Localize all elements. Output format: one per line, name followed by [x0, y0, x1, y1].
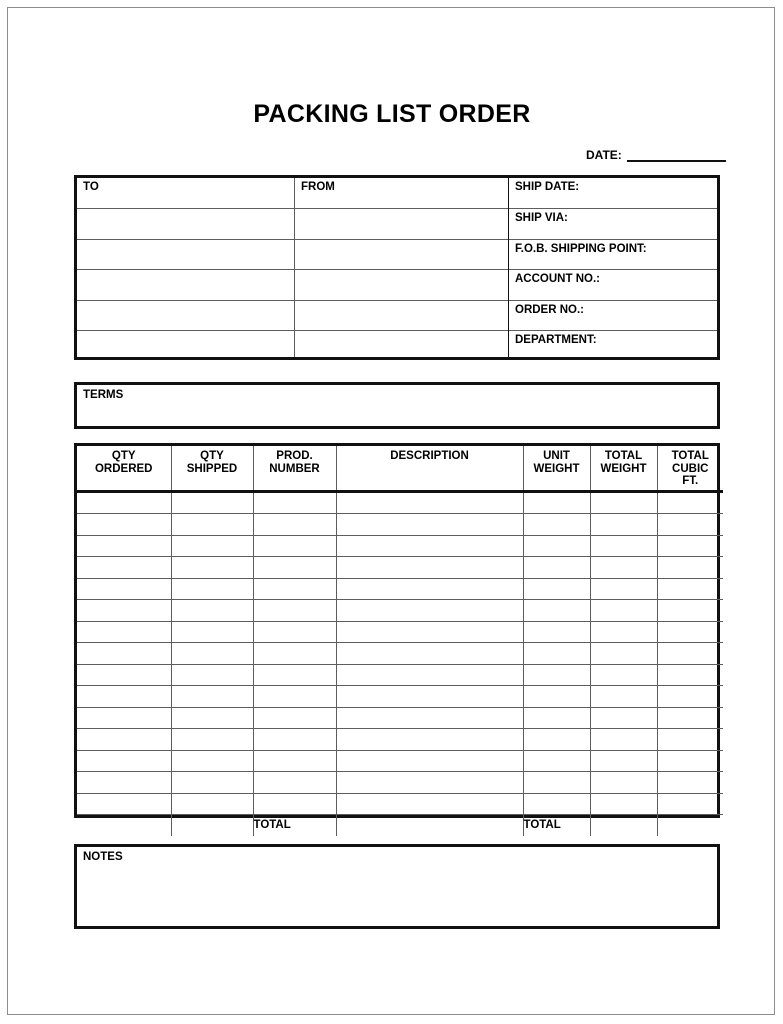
items-cell[interactable] — [523, 600, 590, 622]
items-cell[interactable] — [77, 643, 171, 665]
items-cell[interactable] — [657, 643, 723, 665]
notes-label: NOTES — [83, 851, 123, 863]
items-cell[interactable] — [336, 750, 523, 772]
items-cell[interactable] — [590, 491, 657, 514]
items-cell[interactable] — [590, 686, 657, 708]
notes-box[interactable] — [74, 844, 720, 929]
items-cell[interactable] — [171, 491, 253, 514]
items-cell[interactable] — [253, 729, 336, 751]
items-cell[interactable] — [590, 643, 657, 665]
items-cell[interactable] — [171, 578, 253, 600]
items-cell[interactable] — [77, 750, 171, 772]
items-cell[interactable] — [336, 557, 523, 579]
items-cell[interactable] — [253, 621, 336, 643]
items-cell[interactable] — [171, 750, 253, 772]
items-cell[interactable] — [171, 686, 253, 708]
form-body — [8, 8, 776, 1016]
items-cell[interactable] — [336, 729, 523, 751]
items-cell[interactable] — [523, 514, 590, 536]
items-cell[interactable] — [336, 772, 523, 794]
items-cell[interactable] — [171, 535, 253, 557]
items-cell[interactable] — [77, 793, 171, 815]
items-cell[interactable] — [657, 578, 723, 600]
shipping-info-label-1[interactable]: SHIP VIA: — [509, 208, 717, 238]
items-cell[interactable] — [77, 557, 171, 579]
items-cell[interactable] — [657, 686, 723, 708]
items-cell[interactable] — [523, 535, 590, 557]
from-input-cell[interactable] — [295, 239, 508, 269]
items-cell[interactable] — [523, 491, 590, 514]
table-row — [77, 729, 723, 751]
items-cell[interactable] — [657, 600, 723, 622]
items-cell[interactable] — [77, 491, 171, 514]
items-cell[interactable] — [657, 491, 723, 514]
items-cell[interactable] — [336, 600, 523, 622]
items-cell[interactable] — [171, 557, 253, 579]
items-cell[interactable] — [590, 750, 657, 772]
items-cell[interactable] — [523, 621, 590, 643]
page-title: PACKING LIST ORDER — [253, 100, 531, 128]
items-cell[interactable] — [336, 514, 523, 536]
table-row — [77, 643, 723, 665]
items-total-cell[interactable] — [77, 815, 171, 836]
table-row — [77, 535, 723, 557]
items-cell[interactable] — [657, 664, 723, 686]
items-cell[interactable] — [590, 514, 657, 536]
items-cell[interactable] — [77, 535, 171, 557]
items-cell[interactable] — [171, 600, 253, 622]
from-input-cell[interactable] — [295, 208, 508, 238]
items-cell[interactable] — [336, 491, 523, 514]
items-cell[interactable] — [590, 557, 657, 579]
items-cell[interactable] — [523, 643, 590, 665]
items-cell[interactable] — [590, 535, 657, 557]
items-cell[interactable] — [336, 643, 523, 665]
items-cell[interactable] — [590, 578, 657, 600]
table-row — [77, 578, 723, 600]
items-cell[interactable] — [523, 578, 590, 600]
items-header-row — [77, 446, 723, 491]
items-cell[interactable] — [77, 707, 171, 729]
header-grid — [77, 178, 717, 357]
from-input-cell[interactable] — [295, 269, 508, 299]
from-label: FROM — [301, 181, 335, 193]
table-row — [77, 686, 723, 708]
items-column-header-5: TOTAL WEIGHT — [590, 446, 657, 491]
items-cell[interactable] — [336, 707, 523, 729]
shipping-info-column — [508, 178, 717, 357]
items-cell[interactable] — [523, 686, 590, 708]
items-cell[interactable] — [590, 664, 657, 686]
to-input-cell[interactable] — [77, 330, 294, 360]
items-cell[interactable] — [171, 707, 253, 729]
items-cell[interactable] — [171, 729, 253, 751]
items-cell[interactable] — [77, 772, 171, 794]
shipping-info-label-2[interactable]: F.O.B. SHIPPING POINT: — [509, 239, 717, 269]
items-cell[interactable] — [253, 686, 336, 708]
items-cell[interactable] — [77, 621, 171, 643]
from-input-cell[interactable] — [295, 330, 508, 360]
items-cell[interactable] — [77, 686, 171, 708]
items-cell[interactable] — [253, 491, 336, 514]
items-cell[interactable] — [253, 664, 336, 686]
items-cell[interactable] — [336, 686, 523, 708]
items-cell[interactable] — [657, 707, 723, 729]
table-row — [77, 772, 723, 794]
date-label: DATE: — [586, 148, 622, 162]
items-column-header-1: QTY SHIPPED — [171, 446, 253, 491]
shipping-info-label-0[interactable]: SHIP DATE: — [515, 181, 580, 193]
table-row — [77, 750, 723, 772]
table-row — [77, 621, 723, 643]
items-cell[interactable] — [253, 707, 336, 729]
items-cell[interactable] — [590, 621, 657, 643]
to-input-cell[interactable] — [77, 208, 294, 238]
items-cell[interactable] — [253, 578, 336, 600]
items-cell[interactable] — [253, 643, 336, 665]
date-input-line[interactable] — [627, 149, 726, 162]
items-cell[interactable] — [657, 535, 723, 557]
items-cell[interactable] — [253, 793, 336, 815]
date-field-group — [586, 148, 726, 162]
table-row — [77, 491, 723, 514]
items-cell[interactable] — [657, 750, 723, 772]
items-cell[interactable] — [336, 535, 523, 557]
items-column-header-0: QTY ORDERED — [77, 446, 171, 491]
items-cell[interactable] — [590, 729, 657, 751]
items-cell[interactable] — [523, 664, 590, 686]
items-cell[interactable] — [253, 514, 336, 536]
items-cell[interactable] — [657, 793, 723, 815]
table-row — [77, 557, 723, 579]
items-cell[interactable] — [171, 514, 253, 536]
items-total-cell[interactable] — [171, 815, 253, 836]
items-total-cell[interactable] — [336, 815, 523, 836]
page-sheet — [7, 7, 775, 1015]
to-input-cell[interactable] — [77, 300, 294, 330]
table-row — [77, 793, 723, 815]
items-cell[interactable] — [171, 621, 253, 643]
items-cell[interactable] — [171, 772, 253, 794]
items-cell[interactable] — [657, 772, 723, 794]
items-cell[interactable] — [590, 600, 657, 622]
from-column — [294, 178, 508, 357]
items-cell[interactable] — [657, 514, 723, 536]
items-cell[interactable] — [171, 793, 253, 815]
items-column-header-6: TOTAL CUBIC FT. — [657, 446, 723, 491]
table-row — [77, 664, 723, 686]
to-input-cell[interactable] — [77, 239, 294, 269]
items-total-cell[interactable] — [657, 815, 723, 836]
items-cell[interactable] — [336, 664, 523, 686]
total-label-prod_number: TOTAL — [253, 815, 336, 836]
items-table-inner — [77, 446, 717, 832]
shipping-info-label-5[interactable]: DEPARTMENT: — [509, 330, 717, 360]
items-cell[interactable] — [523, 793, 590, 815]
terms-label: TERMS — [83, 389, 124, 401]
items-cell[interactable] — [523, 750, 590, 772]
table-row — [77, 600, 723, 622]
items-column-header-4: UNIT WEIGHT — [523, 446, 590, 491]
items-cell[interactable] — [171, 664, 253, 686]
items-cell[interactable] — [657, 729, 723, 751]
items-cell[interactable] — [77, 514, 171, 536]
shipping-info-label-4[interactable]: ORDER NO.: — [509, 300, 717, 330]
items-cell[interactable] — [253, 535, 336, 557]
items-table — [74, 443, 720, 832]
items-cell[interactable] — [253, 750, 336, 772]
table-row — [77, 514, 723, 536]
items-cell[interactable] — [523, 707, 590, 729]
table-row — [77, 707, 723, 729]
total-label-unit_weight: TOTAL — [523, 815, 590, 836]
items-column-header-3: DESCRIPTION — [336, 446, 523, 491]
items-cell[interactable] — [253, 772, 336, 794]
items-column-header-2: PROD. NUMBER — [253, 446, 336, 491]
items-total-cell[interactable] — [590, 815, 657, 836]
items-cell[interactable] — [336, 621, 523, 643]
items-cell[interactable] — [590, 707, 657, 729]
items-table-body — [77, 491, 723, 836]
items-cell[interactable] — [523, 772, 590, 794]
items-cell[interactable] — [590, 772, 657, 794]
shipping-info-label-3[interactable]: ACCOUNT NO.: — [509, 269, 717, 299]
items-cell[interactable] — [77, 600, 171, 622]
terms-box[interactable] — [74, 382, 720, 429]
items-cell[interactable] — [253, 557, 336, 579]
items-cell[interactable] — [77, 729, 171, 751]
items-cell[interactable] — [336, 793, 523, 815]
items-cell[interactable] — [657, 621, 723, 643]
items-cell[interactable] — [77, 664, 171, 686]
items-cell[interactable] — [253, 600, 336, 622]
items-cell[interactable] — [336, 578, 523, 600]
items-grid — [77, 446, 723, 836]
items-cell[interactable] — [523, 557, 590, 579]
items-cell[interactable] — [657, 557, 723, 579]
from-input-cell[interactable] — [295, 300, 508, 330]
items-table-head — [77, 446, 723, 491]
items-cell[interactable] — [523, 729, 590, 751]
items-cell[interactable] — [590, 793, 657, 815]
items-cell[interactable] — [77, 578, 171, 600]
to-label: TO — [83, 181, 99, 193]
to-column — [77, 178, 294, 357]
to-input-cell[interactable] — [77, 269, 294, 299]
items-cell[interactable] — [171, 643, 253, 665]
header-info-table — [74, 175, 720, 360]
items-total-row — [77, 815, 723, 836]
